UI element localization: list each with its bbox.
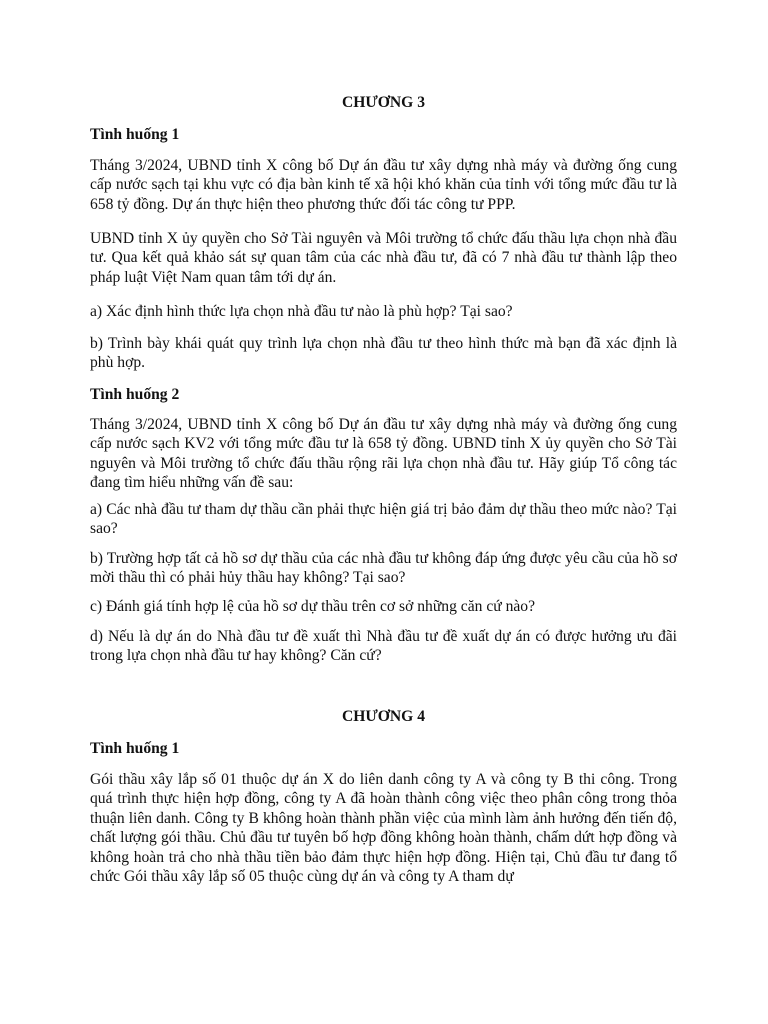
chapter-4-case-1-paragraph-1: Gói thầu xây lắp số 01 thuộc dự án X do liên danh công ty A và công ty B thi công. Trong quá trình thực hiện hợp đồng, công ty A đã hoàn thành công việc theo phân công trong thỏa thuận liên danh. Công ty B không hoàn thành phần việc của mình làm ảnh hưởng đến tiến độ, chất lượng gói thầu. Chủ đầu tư tuyên bố hợp đồng không hoàn thành, chấm dứt hợp đồng và không hoàn trả cho nhà thầu tiền bảo đảm thực hiện hợp đồng. Hiện tại, Chủ đầu tư đang tổ chức Gói thầu xây lắp số 05 thuộc cùng dự án và công ty A tham dự xyxy=(90,771,677,886)
chapter-3-case-1-paragraph-1: Tháng 3/2024, UBND tỉnh X công bố Dự án đầu tư xây dựng nhà máy và đường ống cung cấp nước sạch tại khu vực có địa bàn kinh tế xã hội khó khăn của tỉnh với tổng mức đầu tư là 658 tỷ đồng. Dự án thực hiện theo phương thức đối tác công tư PPP. xyxy=(90,157,677,213)
chapter-4-title: CHƯƠNG 4 xyxy=(341,708,426,725)
chapter-3-case-1-title: Tình huống 1 xyxy=(90,126,180,143)
chapter-3-case-2-question-b: b) Trường hợp tất cả hồ sơ dự thầu của các nhà đầu tư không đáp ứng được yêu cầu của hồ sơ mời thầu thì có phải hủy thầu hay không? Tại sao? xyxy=(90,550,677,587)
chapter-3-case-2-title: Tình huống 2 xyxy=(90,386,180,403)
chapter-3-title: CHƯƠNG 3 xyxy=(341,94,426,111)
chapter-3-case-2-question-a: a) Các nhà đầu tư tham dự thầu cần phải thực hiện giá trị bảo đảm dự thầu theo mức nào? Tại sao? xyxy=(90,501,677,538)
chapter-3-case-2-question-c: c) Đánh giá tính hợp lệ của hồ sơ dự thầu trên cơ sở những căn cứ nào? xyxy=(90,598,536,615)
chapter-3-case-2-question-d: d) Nếu là dự án do Nhà đầu tư đề xuất thì Nhà đầu tư đề xuất dự án có được hưởng ưu đãi trong lựa chọn nhà đầu tư hay không? Căn cứ? xyxy=(90,628,677,665)
chapter-4-case-1-title: Tình huống 1 xyxy=(90,740,180,757)
chapter-3-case-1-question-b: b) Trình bày khái quát quy trình lựa chọn nhà đầu tư theo hình thức mà bạn đã xác định là phù hợp. xyxy=(90,335,677,372)
chapter-3-case-1-paragraph-2: UBND tỉnh X ủy quyền cho Sở Tài nguyên và Môi trường tổ chức đấu thầu lựa chọn nhà đầu tư. Qua kết quả khảo sát sự quan tâm của các nhà đầu tư, đã có 7 nhà đầu tư thành lập theo pháp luật Việt Nam quan tâm tới dự án. xyxy=(90,230,677,286)
chapter-3-case-2-paragraph-1: Tháng 3/2024, UBND tỉnh X công bố Dự án đầu tư xây dựng nhà máy và đường ống cung cấp nước sạch KV2 với tổng mức đầu tư là 658 tỷ đồng. UBND tỉnh X ủy quyền cho Sở Tài nguyên và Môi trường tổ chức đấu thầu rộng rãi lựa chọn nhà đầu tư. Hãy giúp Tổ công tác đang tìm hiểu những vấn đề sau: xyxy=(90,416,677,492)
chapter-3-case-1-question-a: a) Xác định hình thức lựa chọn nhà đầu tư nào là phù hợp? Tại sao? xyxy=(90,303,513,320)
